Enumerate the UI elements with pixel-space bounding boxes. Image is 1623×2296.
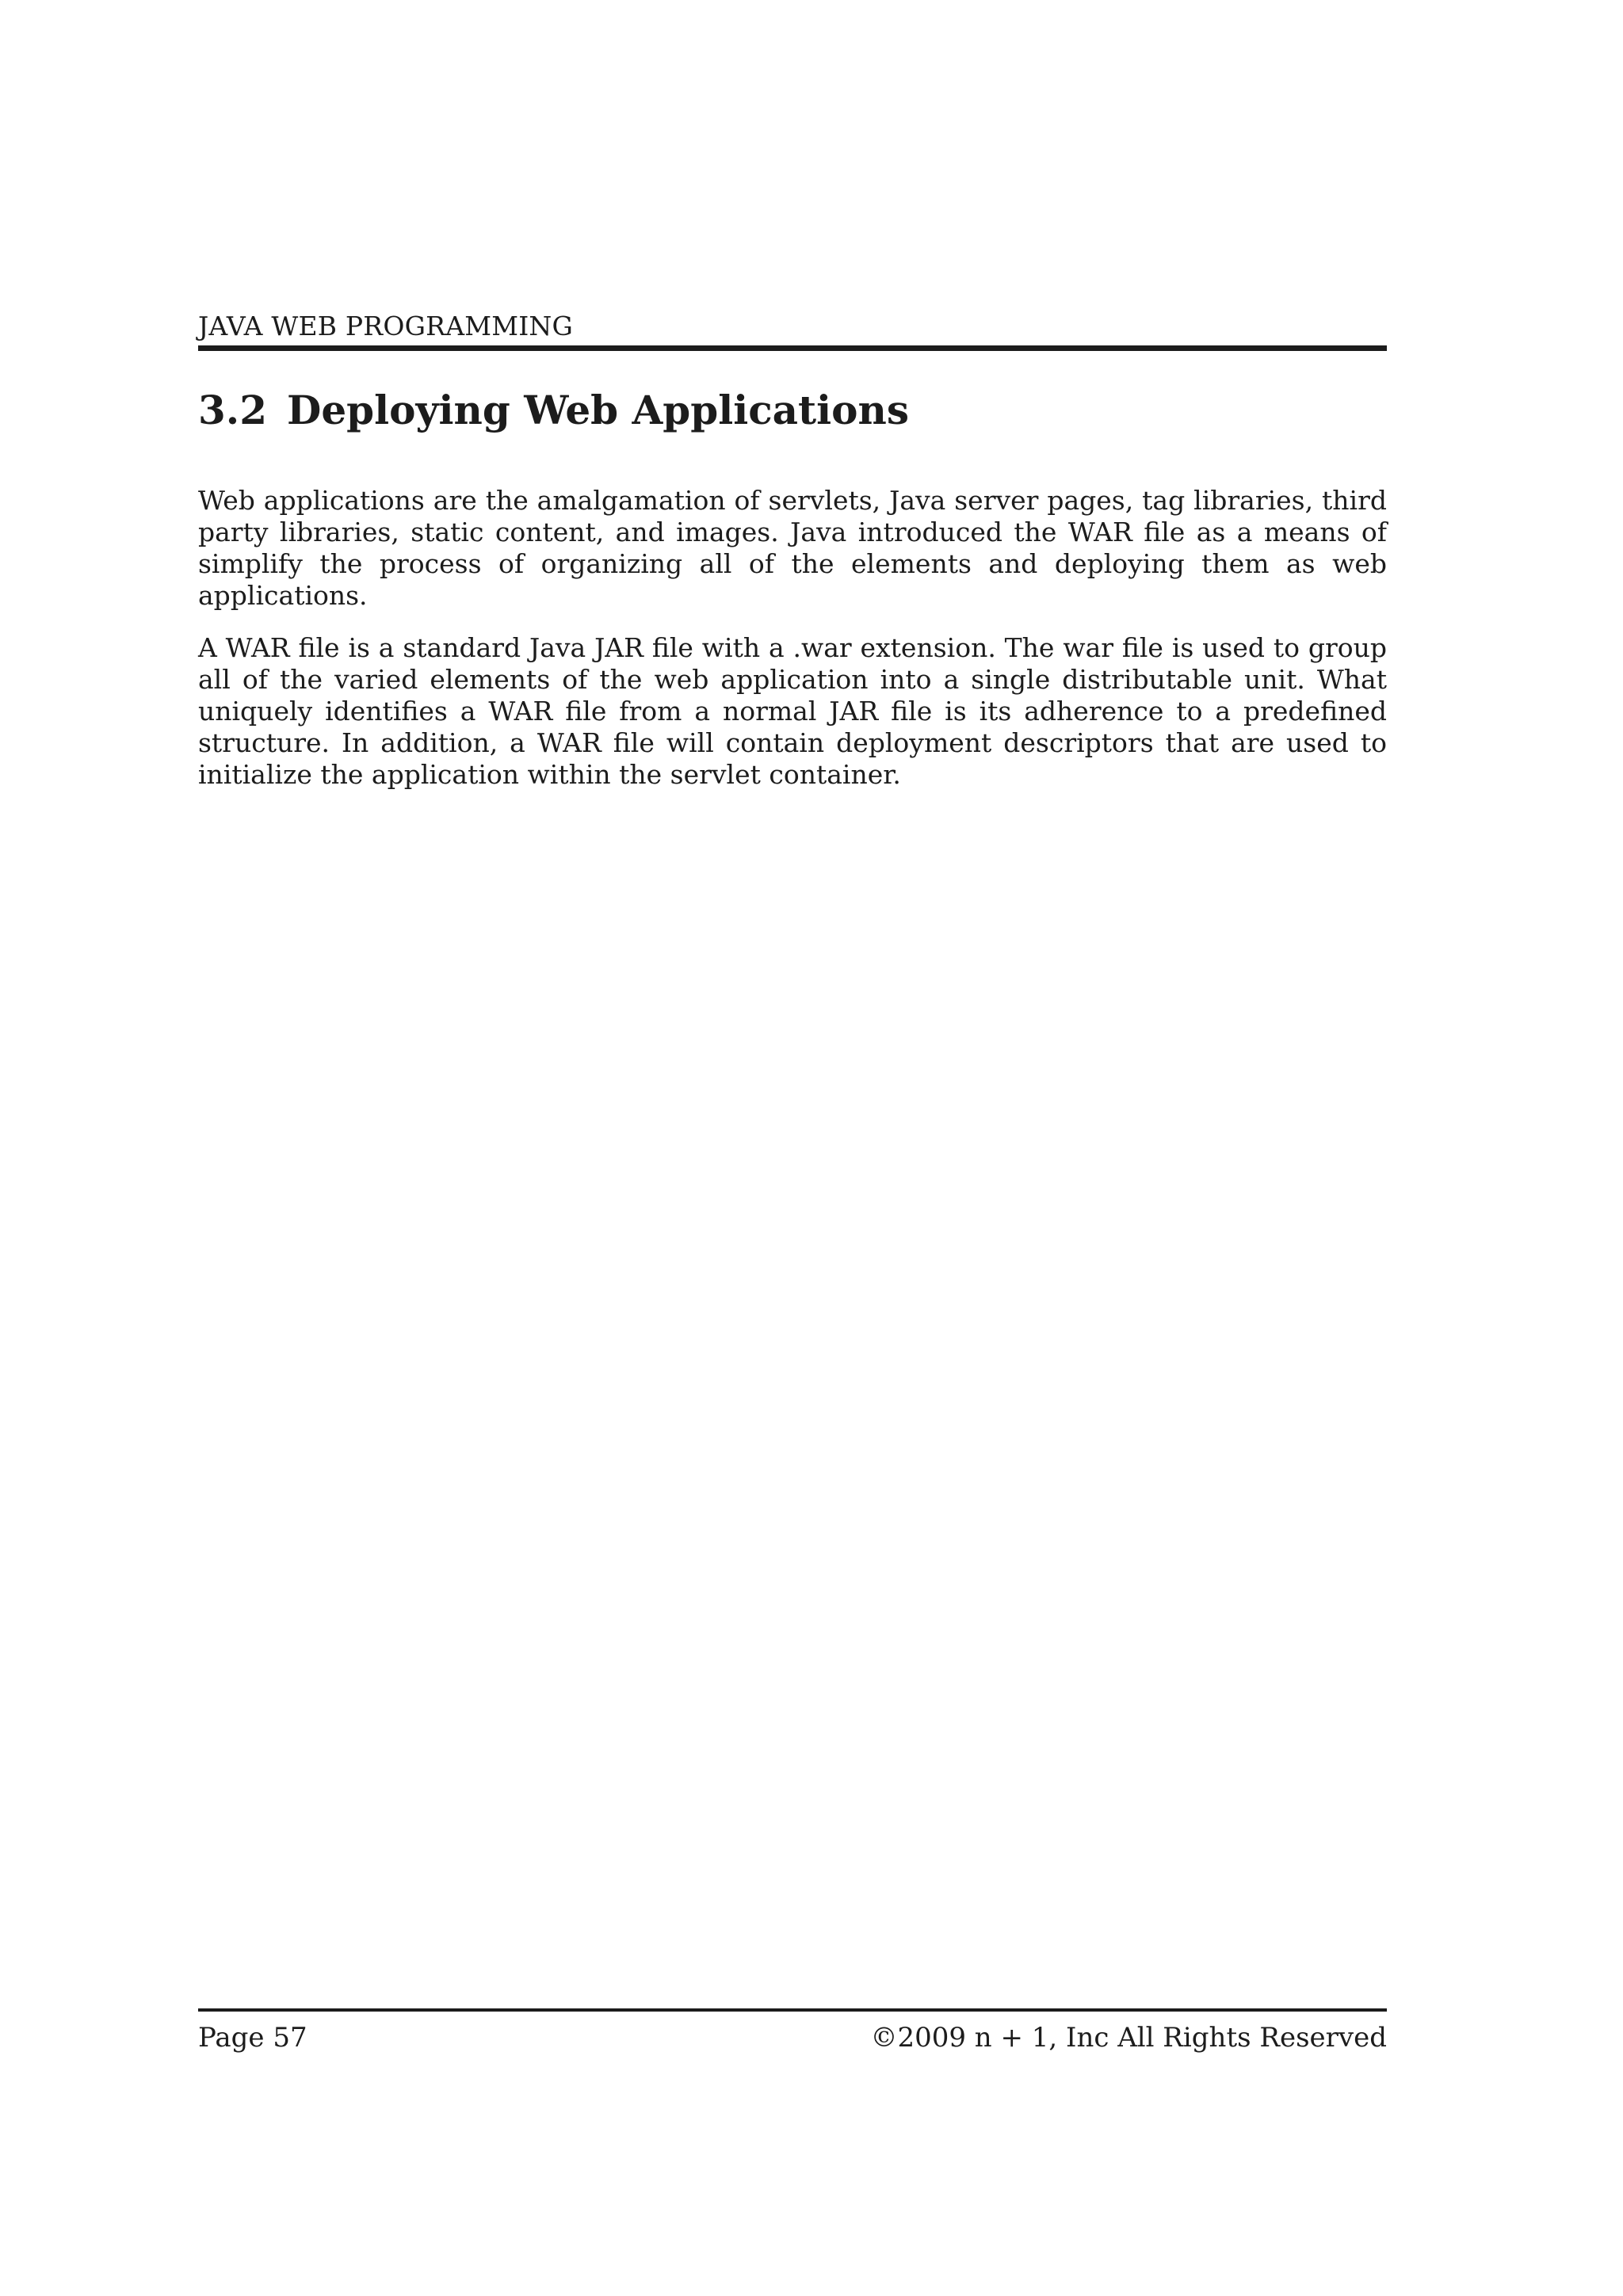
- paragraph: A WAR file is a standard Java JAR file with a .war extension. The war file is used to group all of the varied elements of the web application into a single distributable unit. What uniquely identifies a WAR file from a normal JAR file is its adherence to a predefined structure. In addition, a WAR file will contain deployment descriptors that are used to initialize the application within the servlet container.: [198, 632, 1387, 790]
- header-rule: [198, 345, 1387, 351]
- section-title: Deploying Web Applications: [287, 387, 909, 433]
- paragraph: Web applications are the amalgamation of servlets, Java server pages, tag libraries, third party libraries, static content, and images. Java introduced the WAR file as a means of simplify the process of organizing all of the elements and deploying them as web applications.: [198, 485, 1387, 611]
- section-heading: [198, 387, 1387, 434]
- footer-rule: [198, 2008, 1387, 2012]
- copyright-notice: ©2009 n + 1, Inc All Rights Reserved: [870, 2022, 1387, 2054]
- running-header: JAVA WEB PROGRAMMING: [198, 311, 574, 341]
- page-number: Page 57: [198, 2022, 307, 2054]
- body-text: [198, 485, 1387, 811]
- section-number: 3.2: [198, 387, 267, 433]
